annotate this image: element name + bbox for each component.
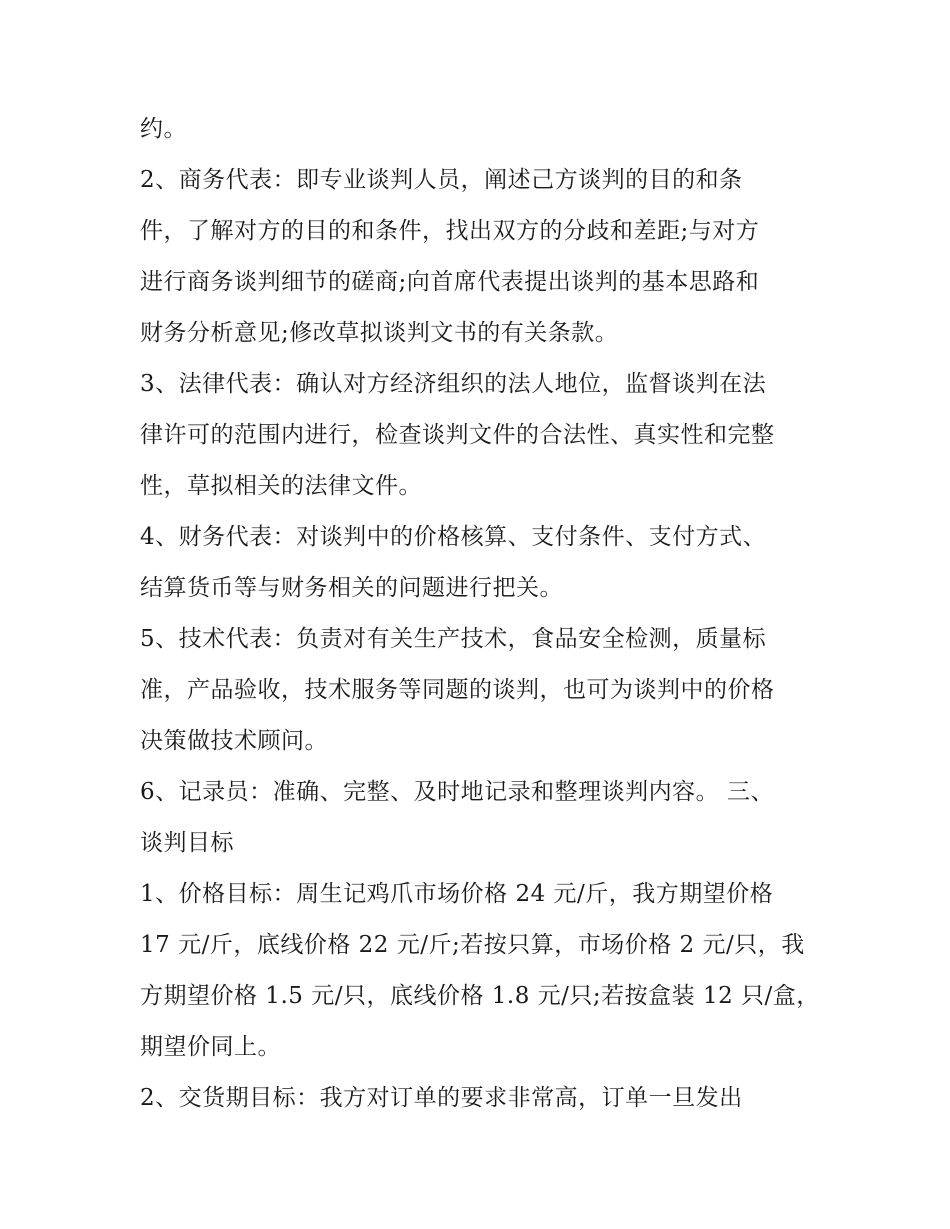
text-line: 4、财务代表：对谈判中的价格核算、支付条件、支付方式、 xyxy=(140,524,767,550)
text-line: 谈判目标 xyxy=(140,830,234,856)
text-line: 律许可的范围内进行，检查谈判文件的合法性、真实性和完整 xyxy=(140,422,775,448)
text-line: 件，了解对方的目的和条件，找出双方的分歧和差距;与对方 xyxy=(140,218,760,244)
text-line: 17 元/斤，底线价格 22 元/斤;若按只算，市场价格 2 元/只，我 xyxy=(140,932,805,958)
text-line: 方期望价格 1.5 元/只，底线价格 1.8 元/只;若按盒装 12 只/盒， xyxy=(140,983,820,1009)
text-line: 结算货币等与财务相关的问题进行把关。 xyxy=(140,575,563,601)
text-line: 2、交货期目标：我方对订单的要求非常高，订单一旦发出 xyxy=(140,1085,743,1111)
text-line: 期望价同上。 xyxy=(140,1034,281,1060)
text-line: 约。 xyxy=(140,116,187,142)
text-line: 2、商务代表：即专业谈判人员，阐述己方谈判的目的和条 xyxy=(140,167,743,193)
text-line: 进行商务谈判细节的磋商;向首席代表提出谈判的基本思路和 xyxy=(140,269,760,295)
document-body xyxy=(140,104,820,1124)
text-line: 财务分析意见;修改草拟谈判文书的有关条款。 xyxy=(140,320,619,346)
text-line: 3、法律代表：确认对方经济组织的法人地位，监督谈判在法 xyxy=(140,371,767,397)
text-line: 1、价格目标：周生记鸡爪市场价格 24 元/斤，我方期望价格 xyxy=(140,881,774,907)
text-line: 6、记录员：准确、完整、及时地记录和整理谈判内容。 三、 xyxy=(140,779,774,805)
text-line: 准，产品验收，技术服务等同题的谈判，也可为谈判中的价格 xyxy=(140,677,775,703)
text-line: 5、技术代表：负责对有关生产技术，食品安全检测，质量标 xyxy=(140,626,767,652)
text-line: 性，草拟相关的法律文件。 xyxy=(140,473,422,499)
text-line: 决策做技术顾问。 xyxy=(140,728,328,754)
